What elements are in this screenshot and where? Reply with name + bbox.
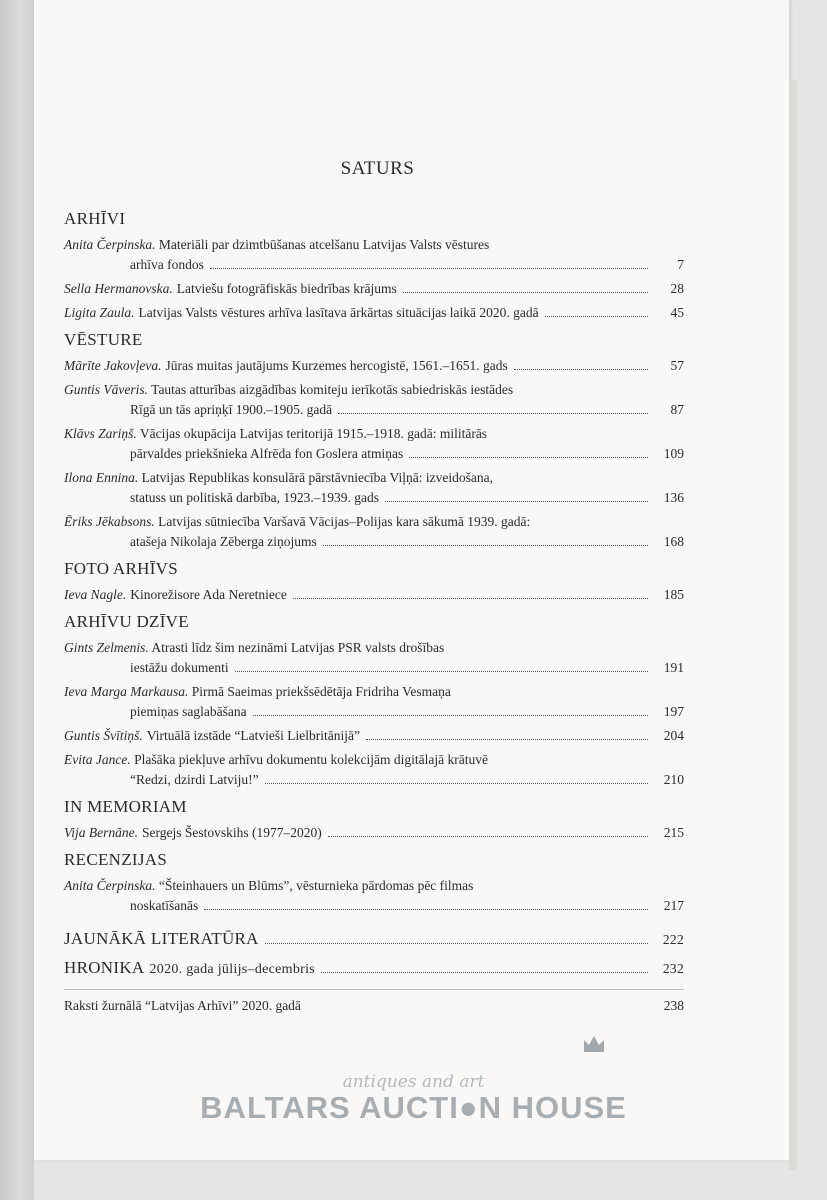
section-heading: ARHĪVI xyxy=(64,209,126,228)
watermark-brand: BALTARS AUCTI●N HOUSE xyxy=(200,1090,627,1125)
page-number: 28 xyxy=(670,281,684,296)
watermark-tagline: antiques and art xyxy=(342,1072,485,1092)
entry-title: Virtuālā izstāde “Latvieši Lielbritānijā” xyxy=(146,728,360,743)
page-title: SATURS xyxy=(340,158,415,179)
toc-entry xyxy=(64,424,684,464)
entry-author: Anita Čerpinska. xyxy=(64,878,156,893)
entry-first-line xyxy=(64,512,684,532)
page-number: 109 xyxy=(663,446,684,461)
entry-first-line xyxy=(64,876,684,896)
toc-entry xyxy=(64,468,684,508)
toc-entry xyxy=(64,726,684,746)
entry-author: Ilona Ennina. xyxy=(64,470,139,485)
page-number: 57 xyxy=(670,358,684,373)
toc-entry xyxy=(64,638,684,678)
entry-title: Latvijas sūtniecība Varšavā Vācijas–Polijas kara sākumā 1939. gadā: xyxy=(158,514,531,529)
entry-continuation xyxy=(64,488,684,508)
entry-continuation xyxy=(64,255,684,275)
entry-continuation xyxy=(64,896,684,916)
leader-dots xyxy=(323,545,648,546)
page-number: 232 xyxy=(662,961,684,976)
entry-title-cont: atašeja Nikolaja Zēberga ziņojums xyxy=(130,534,317,549)
table-of-contents xyxy=(64,208,684,1016)
entry-line xyxy=(64,356,684,376)
section-heading: JAUNĀKĀ LITERATŪRA xyxy=(64,929,259,948)
toc-entry xyxy=(64,823,684,843)
toc-entry xyxy=(64,235,684,275)
leader-dots xyxy=(366,739,648,740)
leader-dots xyxy=(265,783,648,784)
entry-title: Jūras muitas jautājums Kurzemes hercogistē, 1561.–1651. gads xyxy=(165,358,508,373)
section-heading: FOTO ARHĪVS xyxy=(64,559,178,578)
page-number: 45 xyxy=(670,305,684,320)
left-page-edge xyxy=(0,0,34,1200)
page-number: 210 xyxy=(663,772,684,787)
leader-dots xyxy=(253,715,648,716)
toc-entry xyxy=(64,512,684,552)
page-number: 215 xyxy=(663,825,684,840)
section-heading: IN MEMORIAM xyxy=(64,797,187,816)
hronika-subtitle: 2020. gada jūlijs–decembris xyxy=(149,962,316,977)
entry-title: Pirmā Saeimas priekšsēdētāja Fridriha Vesmaņa xyxy=(191,684,451,699)
crown-icon xyxy=(582,1034,606,1054)
entry-continuation xyxy=(64,400,684,420)
hronika-line xyxy=(64,957,684,981)
page-number: 168 xyxy=(663,534,684,549)
entry-author: Ligita Zaula. xyxy=(64,305,135,320)
page-stack-edge xyxy=(789,80,797,1170)
entry-title: Materiāli par dzimtbūšanas atcelšanu Latvijas Valsts vēstures xyxy=(158,237,490,252)
entry-continuation xyxy=(64,658,684,678)
leader-dots xyxy=(514,369,648,370)
entry-line xyxy=(64,823,684,843)
entry-title-cont: Rīgā un tās apriņķī 1900.–1905. gadā xyxy=(130,402,333,417)
leader-dots xyxy=(204,909,648,910)
section-heading: VĒSTURE xyxy=(64,330,143,349)
literatura-line xyxy=(64,928,684,951)
entry-author: Klāvs Zariņš. xyxy=(64,426,137,441)
entry-continuation xyxy=(64,532,684,552)
entry-first-line xyxy=(64,235,684,255)
leader-dots xyxy=(293,598,648,599)
raksti-line xyxy=(64,996,684,1016)
section-heading: RECENZIJAS xyxy=(64,850,168,869)
entry-title: Latviešu fotogrāfiskās biedrības krājums xyxy=(176,281,397,296)
entry-author: Ēriks Jēkabsons. xyxy=(64,514,155,529)
toc-entry xyxy=(64,356,684,376)
leader-dots xyxy=(409,457,648,458)
leader-dots xyxy=(265,943,648,944)
toc-entry xyxy=(64,380,684,420)
entry-author: Gints Zelmenis. xyxy=(64,640,149,655)
toc-entry xyxy=(64,585,684,605)
page-number: 238 xyxy=(663,998,684,1013)
page-number: 217 xyxy=(663,898,684,913)
entry-title-cont: noskatīšanās xyxy=(130,898,199,913)
section-heading: HRONIKA xyxy=(64,958,145,977)
leader-dots xyxy=(328,836,648,837)
entry-author: Guntis Švītiņš. xyxy=(64,728,143,743)
entry-title: Latvijas Republikas konsulārā pārstāvniecība Viļņā: izveidošana, xyxy=(141,470,493,485)
page-number: 197 xyxy=(663,704,684,719)
divider xyxy=(64,989,684,990)
entry-author: Ieva Nagle. xyxy=(64,587,127,602)
toc-entry xyxy=(64,876,684,916)
entry-first-line xyxy=(64,750,684,770)
toc-entry xyxy=(64,303,684,323)
page-number: 204 xyxy=(663,728,684,743)
entry-author: Vija Bernāne. xyxy=(64,825,138,840)
leader-dots xyxy=(321,972,648,973)
entry-title: Plašāka piekļuve arhīvu dokumentu kolekcijām digitālajā krātuvē xyxy=(134,752,488,767)
entry-title: Tautas atturības aizgādības komiteju ierīkotās sabiedriskās iestādes xyxy=(151,382,514,397)
leader-dots xyxy=(403,292,648,293)
entry-author: Evita Jance. xyxy=(64,752,131,767)
entry-continuation xyxy=(64,702,684,722)
leader-dots xyxy=(338,413,648,414)
entry-title-cont: arhīva fondos xyxy=(130,257,204,272)
entry-line xyxy=(64,585,684,605)
entry-title: “Šteinhauers un Blūms”, vēsturnieka pārdomas pēc filmas xyxy=(158,878,474,893)
leader-dots xyxy=(210,268,648,269)
entry-first-line xyxy=(64,682,684,702)
raksti-title: Raksti žurnālā “Latvijas Arhīvi” 2020. gadā xyxy=(64,998,301,1013)
toc-entry xyxy=(64,682,684,722)
page-number: 87 xyxy=(670,402,684,417)
entry-line xyxy=(64,726,684,746)
page-number: 7 xyxy=(677,257,684,272)
entry-first-line xyxy=(64,380,684,400)
page-number: 191 xyxy=(663,660,684,675)
entry-title: Sergejs Šestovskihs (1977–2020) xyxy=(141,825,322,840)
entry-title: Atrasti līdz šim nezināmi Latvijas PSR valsts drošības xyxy=(151,640,445,655)
entry-title-cont: piemiņas saglabāšana xyxy=(130,704,247,719)
entry-author: Mārīte Jakovļeva. xyxy=(64,358,162,373)
entry-first-line xyxy=(64,638,684,658)
page-number: 136 xyxy=(663,490,684,505)
toc-entry xyxy=(64,279,684,299)
entry-line xyxy=(64,279,684,299)
entry-author: Sella Hermanovska. xyxy=(64,281,173,296)
entry-author: Anita Čerpinska. xyxy=(64,237,156,252)
section-heading: ARHĪVU DZĪVE xyxy=(64,612,189,631)
entry-title-cont: statuss un politiskā darbība, 1923.–1939. gads xyxy=(130,490,379,505)
entry-continuation xyxy=(64,444,684,464)
entry-continuation xyxy=(64,770,684,790)
leader-dots xyxy=(545,316,648,317)
entry-author: Ieva Marga Markausa. xyxy=(64,684,189,699)
page-number: 185 xyxy=(663,587,684,602)
toc-entry xyxy=(64,750,684,790)
entry-first-line xyxy=(64,468,684,488)
entry-title-cont: “Redzi, dzirdi Latviju!” xyxy=(130,772,259,787)
entry-title: Latvijas Valsts vēstures arhīva lasītava ārkārtas situācijas laikā 2020. gadā xyxy=(138,305,539,320)
entry-author: Guntis Vāveris. xyxy=(64,382,148,397)
entry-title-cont: iestāžu dokumenti xyxy=(130,660,229,675)
entry-title: Vācijas okupācija Latvijas teritorijā 1915.–1918. gadā: militārās xyxy=(139,426,488,441)
entry-first-line xyxy=(64,424,684,444)
entry-title: Kinorežisore Ada Neretniece xyxy=(130,587,287,602)
leader-dots xyxy=(235,671,648,672)
page-number: 222 xyxy=(662,932,684,947)
watermark xyxy=(0,1072,827,1126)
leader-dots xyxy=(385,501,648,502)
entry-line xyxy=(64,303,684,323)
entry-title-cont: pārvaldes priekšnieka Alfrēda fon Goslera atmiņas xyxy=(130,446,404,461)
